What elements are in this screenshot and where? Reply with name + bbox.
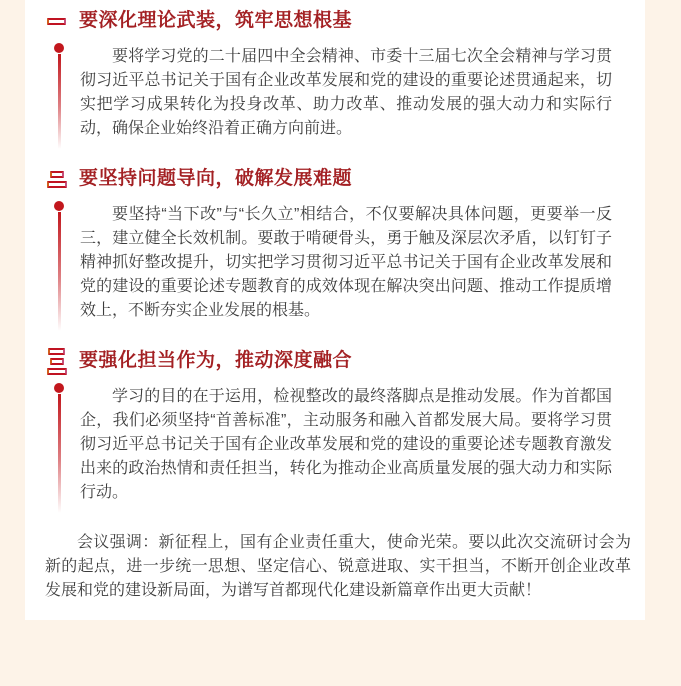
closing-block	[25, 531, 645, 603]
section-1-title: 要深化理论武装，筑牢思想根基	[79, 10, 353, 31]
chinese-numeral-one-bars-icon	[46, 18, 67, 25]
section-2-body	[25, 203, 645, 323]
section-3	[25, 349, 645, 505]
section-3-body	[25, 385, 645, 505]
section-1-body	[25, 45, 645, 141]
numeral-bar	[48, 348, 65, 355]
timeline-dot-icon	[54, 383, 64, 393]
section-1-heading	[25, 9, 645, 33]
numeral-bar	[50, 358, 64, 365]
timeline-dot-icon	[54, 43, 64, 53]
timeline-decoration	[25, 45, 80, 141]
timeline-decoration	[25, 203, 80, 323]
chinese-numeral-two-bars-icon	[46, 171, 67, 188]
timeline-line	[58, 212, 61, 331]
section-3-title: 要强化担当作为，推动深度融合	[79, 350, 353, 371]
timeline-line	[58, 54, 61, 149]
section-3-heading	[25, 349, 645, 373]
section-2-heading	[25, 167, 645, 191]
chinese-numeral-three-bars-icon	[46, 348, 67, 375]
numeral-bar	[47, 181, 67, 188]
timeline-decoration	[25, 385, 80, 505]
numeral-bar	[47, 18, 66, 25]
timeline-line	[58, 394, 61, 513]
timeline-dot-icon	[54, 201, 64, 211]
numeral-bar	[47, 368, 67, 375]
numeral-bar	[50, 171, 64, 178]
section-2	[25, 167, 645, 323]
section-1	[25, 9, 645, 141]
section-2-paragraph: 要坚持“当下改”与“长久立”相结合，不仅要解决具体问题，更要举一反三，建立健全长效机制。要敢于啃硬骨头，勇于触及深层次矛盾，以钉钉子精神抓好整改提升，切实把学习贯彻习近平总书记关于国有企业改革发展和党的建设的重要论述专题教育的成效体现在解决突出问题、推动工作提质增效上，不断夯实企业发展的根基。	[80, 206, 612, 319]
closing-paragraph: 会议强调：新征程上，国有企业责任重大，使命光荣。要以此次交流研讨会为新的起点，进一步统一思想、坚定信心、锐意进取、实干担当，不断开创企业改革发展和党的建设新局面，为谱写首都现代化建设新篇章作出更大贡献！	[45, 534, 631, 599]
article-sheet	[25, 0, 645, 620]
section-2-title: 要坚持问题导向，破解发展难题	[79, 168, 353, 189]
section-3-paragraph: 学习的目的在于运用，检视整改的最终落脚点是推动发展。作为首都国企，我们必须坚持“首善标准”，主动服务和融入首都发展大局。要将学习贯彻习近平总书记关于国有企业改革发展和党的建设的重要论述专题教育激发出来的政治热情和责任担当，转化为推动企业高质量发展的强大动力和实际行动。	[80, 388, 612, 501]
section-1-paragraph: 要将学习党的二十届四中全会精神、市委十三届七次全会精神与学习贯彻习近平总书记关于国有企业改革发展和党的建设的重要论述贯通起来，切实把学习成果转化为投身改革、助力改革、推动发展的强大动力和实际行动，确保企业始终沿着正确方向前进。	[80, 48, 612, 137]
